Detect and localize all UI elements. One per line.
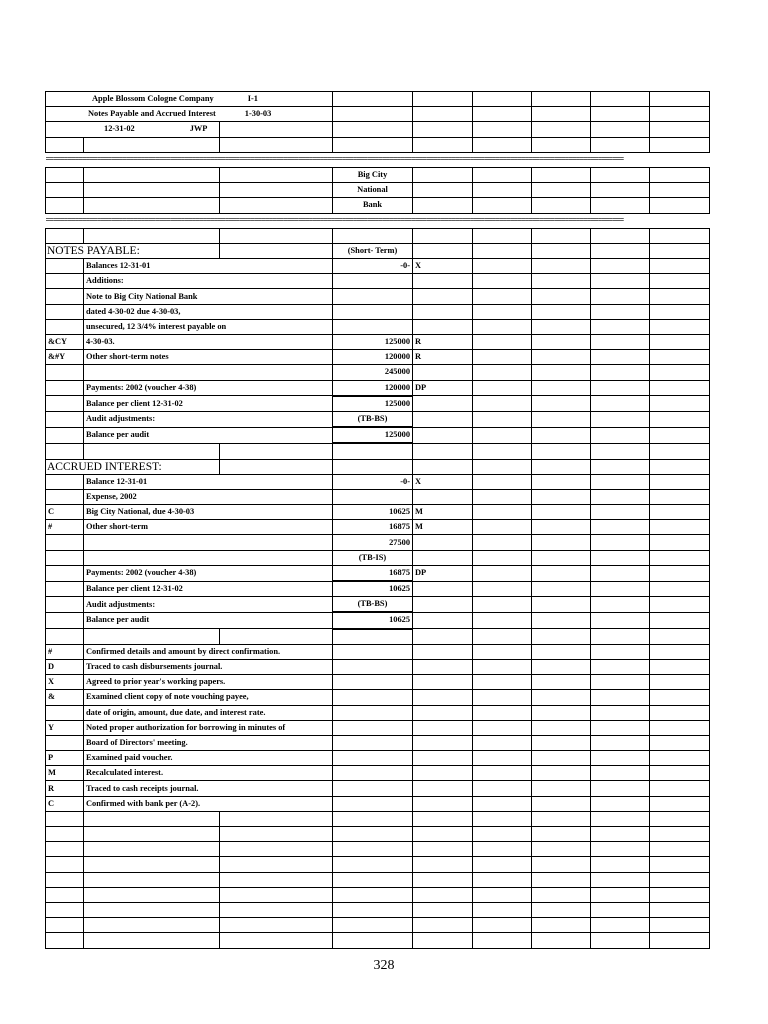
amount-cell: (TB-BS) <box>333 597 413 613</box>
tickmark: C <box>46 505 84 520</box>
legend-mark: X <box>46 675 84 690</box>
tick-cell <box>413 489 473 504</box>
notes-payable-rows <box>46 259 710 444</box>
row-description: Balance per client 12-31-02 <box>84 581 333 597</box>
legend-item <box>46 690 710 705</box>
legend-mark: R <box>46 781 84 796</box>
amount-cell: 125000 <box>333 335 413 350</box>
amount-cell <box>333 304 413 319</box>
workpaper-ref: I-1 <box>247 94 258 104</box>
legend-mark: D <box>46 659 84 674</box>
tickmark <box>46 411 84 427</box>
amount-cell: 10625 <box>333 612 413 628</box>
amount-cell: (TB-IS) <box>333 550 413 565</box>
table-row <box>46 535 710 550</box>
tick-cell <box>413 274 473 289</box>
separator-row <box>46 152 710 167</box>
legend-text: Confirmed details and amount by direct confirmation. <box>84 644 333 659</box>
legend-text: Recalculated interest. <box>84 766 333 781</box>
separator-line: ============================================================================================================================================================== <box>45 216 624 225</box>
table-row <box>46 427 710 443</box>
table-row <box>46 304 710 319</box>
tick-cell: X <box>413 474 473 489</box>
separator-row <box>46 213 710 228</box>
legend-mark: & <box>46 690 84 705</box>
table-row <box>46 474 710 489</box>
review-date: 1-30-03 <box>244 109 272 119</box>
legend-text: Examined client copy of note vouching payee, <box>84 690 333 705</box>
section-title-accrued-interest: ACCRUED INTEREST: <box>46 459 220 474</box>
blank-row <box>46 857 710 872</box>
tickmark <box>46 396 84 412</box>
amount-cell: 120000 <box>333 350 413 365</box>
amount-cell <box>333 319 413 334</box>
tick-cell: M <box>413 505 473 520</box>
tick-cell <box>413 612 473 628</box>
table-row <box>46 411 710 427</box>
legend-mark: M <box>46 766 84 781</box>
legend-item <box>46 781 710 796</box>
table-row <box>46 565 710 581</box>
legend-item <box>46 796 710 811</box>
legend-item <box>46 705 710 720</box>
accrued-interest-rows <box>46 474 710 628</box>
blank-row <box>46 137 710 152</box>
blank-row <box>46 842 710 857</box>
row-description: Audit adjustments: <box>84 411 333 427</box>
tickmark <box>46 319 84 334</box>
tickmark <box>46 489 84 504</box>
amount-cell <box>333 289 413 304</box>
row-description: Balance per audit <box>84 427 333 443</box>
tick-cell <box>413 396 473 412</box>
legend-text: date of origin, amount, due date, and interest rate. <box>84 705 333 720</box>
legend-text: Agreed to prior year's working papers. <box>84 675 333 690</box>
tick-cell <box>413 535 473 550</box>
page-number: 328 <box>373 958 395 973</box>
tick-cell: DP <box>413 380 473 396</box>
tickmark: # <box>46 520 84 535</box>
table-row <box>46 335 710 350</box>
table-row <box>46 520 710 535</box>
separator-line: ============================================================================================================================================================== <box>45 155 624 164</box>
amount-cell: 120000 <box>333 380 413 396</box>
column-header-line: Big City <box>333 167 413 182</box>
amount-cell: 27500 <box>333 535 413 550</box>
tickmark <box>46 380 84 396</box>
legend-item <box>46 766 710 781</box>
row-description: 4-30-03. <box>84 335 333 350</box>
legend-item <box>46 751 710 766</box>
legend-mark: Y <box>46 720 84 735</box>
tickmark: &#Y <box>46 350 84 365</box>
row-description: Balances 12-31-01 <box>84 259 333 274</box>
tickmark <box>46 259 84 274</box>
header-row-2 <box>46 107 710 122</box>
table-row <box>46 274 710 289</box>
blank-row <box>46 811 710 826</box>
table-row <box>46 612 710 628</box>
column-note: (Short- Term) <box>333 243 413 258</box>
preparer-initials: JWP <box>189 124 208 134</box>
row-description: Additions: <box>84 274 333 289</box>
row-description: Payments: 2002 (voucher 4-38) <box>84 565 333 581</box>
row-description: Note to Big City National Bank <box>84 289 333 304</box>
row-description: dated 4-30-02 due 4-30-03, <box>84 304 333 319</box>
legend-text: Board of Directors' meeting. <box>84 735 333 750</box>
blank-row <box>46 228 710 243</box>
company-name: Apple Blossom Cologne Company <box>92 94 214 104</box>
amount-cell <box>333 489 413 504</box>
legend-text: Traced to cash disbursements journal. <box>84 659 333 674</box>
blank-row <box>46 933 710 948</box>
tickmark <box>46 535 84 550</box>
tickmark <box>46 612 84 628</box>
blank-row <box>46 918 710 933</box>
row-description: Payments: 2002 (voucher 4-38) <box>84 380 333 396</box>
table-row <box>46 550 710 565</box>
column-header-row <box>46 183 710 198</box>
tickmark-legend <box>46 644 710 811</box>
amount-cell: 16875 <box>333 520 413 535</box>
table-row <box>46 350 710 365</box>
row-description: Expense, 2002 <box>84 489 333 504</box>
tickmark <box>46 365 84 380</box>
legend-item <box>46 735 710 750</box>
column-header-line: National <box>333 183 413 198</box>
tickmark <box>46 597 84 613</box>
legend-item <box>46 675 710 690</box>
amount-cell: 10625 <box>333 581 413 597</box>
tick-cell: M <box>413 520 473 535</box>
legend-mark <box>46 705 84 720</box>
legend-text: Noted proper authorization for borrowing in minutes of <box>84 720 333 735</box>
tick-cell <box>413 319 473 334</box>
row-description: Other short-term <box>84 520 333 535</box>
tick-cell: DP <box>413 565 473 581</box>
tick-cell <box>413 550 473 565</box>
table-row <box>46 380 710 396</box>
header-row-1 <box>46 92 710 107</box>
amount-cell: 125000 <box>333 427 413 443</box>
legend-mark <box>46 735 84 750</box>
legend-text: Examined paid voucher. <box>84 751 333 766</box>
header-row-3 <box>46 122 710 137</box>
tickmark <box>46 304 84 319</box>
blank-rows <box>46 811 710 948</box>
section-row <box>46 243 710 258</box>
legend-item <box>46 720 710 735</box>
legend-item <box>46 644 710 659</box>
tick-cell <box>413 289 473 304</box>
tickmark <box>46 474 84 489</box>
row-description: Big City National, due 4-30-03 <box>84 505 333 520</box>
column-header-line: Bank <box>333 198 413 213</box>
column-header-row <box>46 167 710 182</box>
amount-cell: 10625 <box>333 505 413 520</box>
row-description: unsecured, 12 3/4% interest payable on <box>84 319 333 334</box>
table-row <box>46 581 710 597</box>
amount-cell: (TB-BS) <box>333 411 413 427</box>
section-title-notes-payable: NOTES PAYABLE: <box>46 243 220 258</box>
tickmark: &CY <box>46 335 84 350</box>
blank-row <box>46 443 710 459</box>
tickmark <box>46 581 84 597</box>
period-date: 12-31-02 <box>104 124 135 134</box>
tickmark <box>46 427 84 443</box>
table-row <box>46 597 710 613</box>
legend-mark: P <box>46 751 84 766</box>
table-row <box>46 259 710 274</box>
amount-cell: -0- <box>333 259 413 274</box>
legend-item <box>46 659 710 674</box>
blank-row <box>46 887 710 902</box>
table-row <box>46 319 710 334</box>
tick-cell: R <box>413 335 473 350</box>
row-description: Audit adjustments: <box>84 597 333 613</box>
tick-cell <box>413 304 473 319</box>
row-description: Balance 12-31-01 <box>84 474 333 489</box>
table-row <box>46 289 710 304</box>
workpaper-table <box>45 91 710 949</box>
legend-mark: # <box>46 644 84 659</box>
legend-text: Confirmed with bank per (A-2). <box>84 796 333 811</box>
legend-text: Traced to cash receipts journal. <box>84 781 333 796</box>
amount-cell: 16875 <box>333 565 413 581</box>
row-description <box>84 535 333 550</box>
amount-cell <box>333 274 413 289</box>
row-description: Other short-term notes <box>84 350 333 365</box>
workpaper-title: Notes Payable and Accrued Interest <box>88 109 216 119</box>
blank-row <box>46 872 710 887</box>
tick-cell: X <box>413 259 473 274</box>
row-description <box>84 365 333 380</box>
table-row <box>46 365 710 380</box>
table-row <box>46 396 710 412</box>
blank-row <box>46 629 710 645</box>
tick-cell <box>413 427 473 443</box>
row-description <box>84 550 333 565</box>
blank-row <box>46 827 710 842</box>
amount-cell: 125000 <box>333 396 413 412</box>
tick-cell <box>413 365 473 380</box>
tickmark <box>46 565 84 581</box>
tickmark <box>46 274 84 289</box>
tick-cell <box>413 581 473 597</box>
tickmark <box>46 289 84 304</box>
tick-cell <box>413 597 473 613</box>
tick-cell: R <box>413 350 473 365</box>
section-row <box>46 459 710 474</box>
tick-cell <box>413 411 473 427</box>
column-header-row <box>46 198 710 213</box>
legend-mark: C <box>46 796 84 811</box>
row-description: Balance per client 12-31-02 <box>84 396 333 412</box>
row-description: Balance per audit <box>84 612 333 628</box>
amount-cell: -0- <box>333 474 413 489</box>
table-row <box>46 505 710 520</box>
table-row <box>46 489 710 504</box>
amount-cell: 245000 <box>333 365 413 380</box>
blank-row <box>46 902 710 917</box>
tickmark <box>46 550 84 565</box>
